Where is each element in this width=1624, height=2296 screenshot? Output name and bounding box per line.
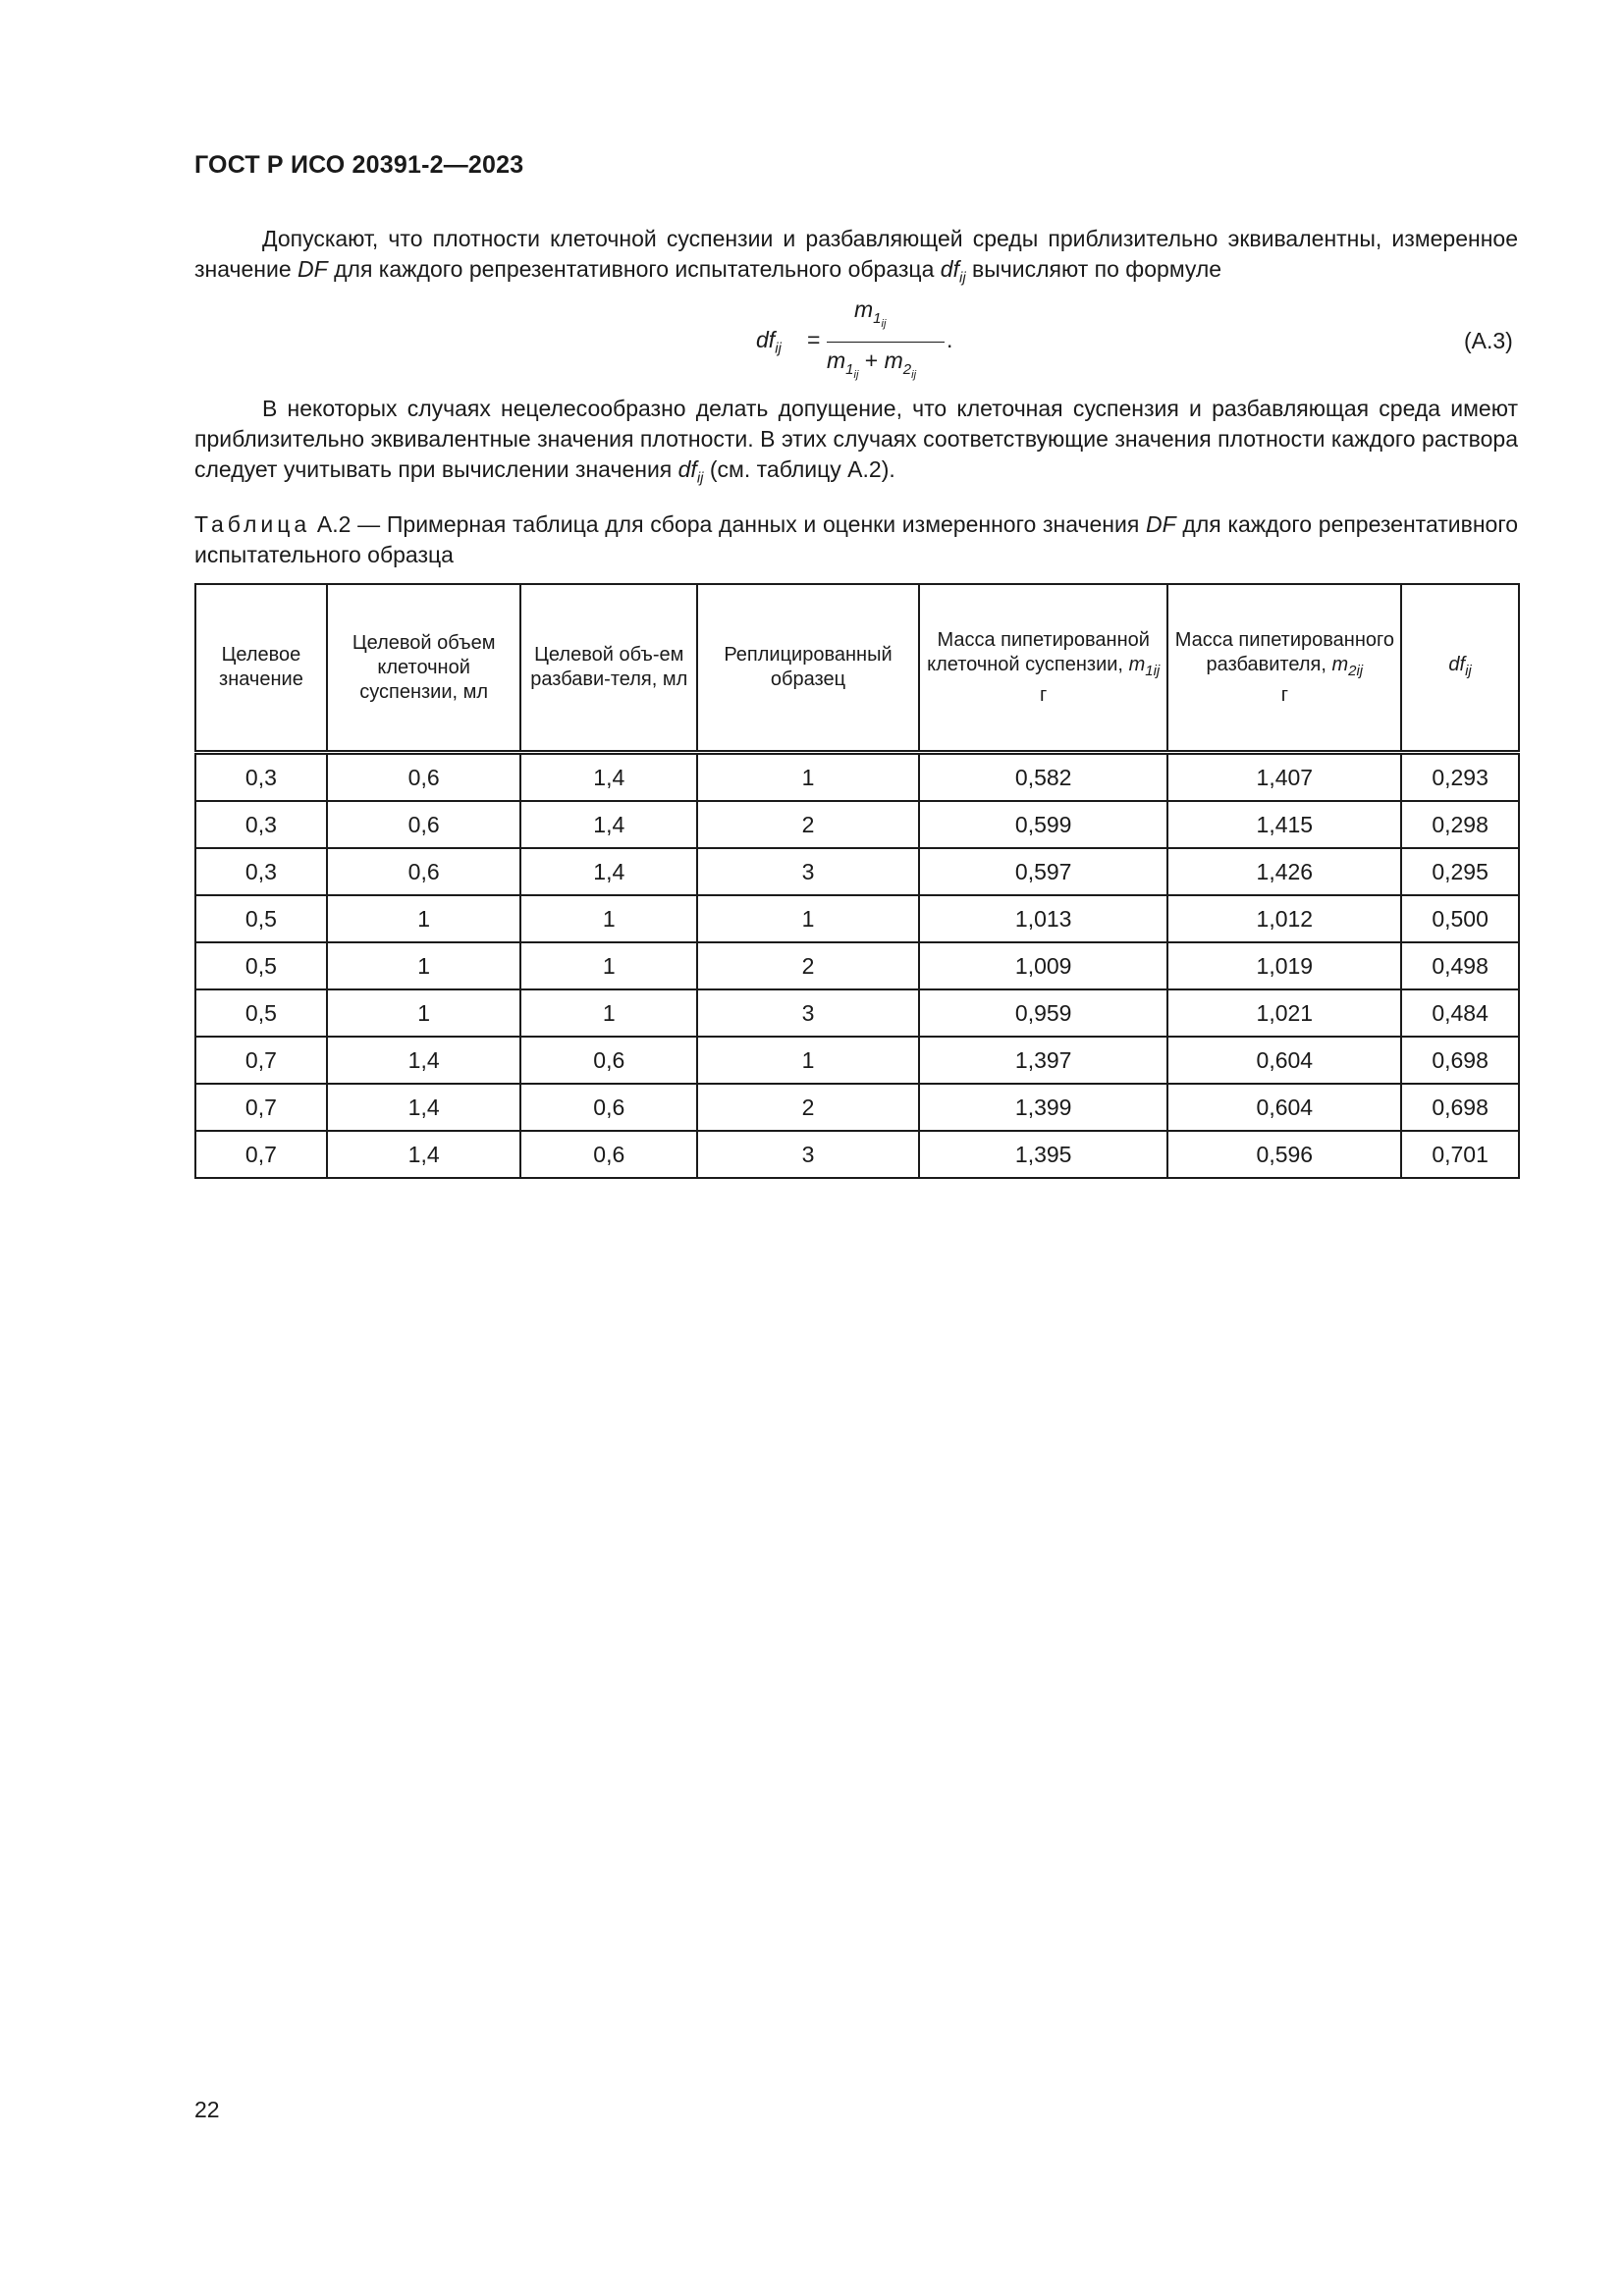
df-ij-symbol: df — [677, 456, 697, 482]
paragraph-text: (см. таблицу А.2). — [703, 456, 895, 482]
cell-diluent-mass: 1,415 — [1167, 801, 1401, 848]
table-label: Таблица — [194, 511, 311, 537]
cell-df: 0,701 — [1401, 1131, 1519, 1178]
cell-diluent-mass: 0,596 — [1167, 1131, 1401, 1178]
cell-df: 0,295 — [1401, 848, 1519, 895]
cell-cell-volume: 1,4 — [327, 1037, 521, 1084]
cell-df: 0,698 — [1401, 1084, 1519, 1131]
header-diluent-mass: Масса пипетированного разбавителя, $m_{2ij}$ г — [1167, 584, 1401, 753]
cell-diluent-volume: 0,6 — [520, 1131, 697, 1178]
formula-number: (А.3) — [1464, 328, 1513, 353]
formula-numerator: $m_{1_{ij}}$ — [854, 296, 887, 330]
df-symbol: DF — [298, 256, 328, 282]
paragraph-text: вычисляют по формуле — [965, 256, 1222, 282]
cell-diluent-volume: 1,4 — [520, 801, 697, 848]
cell-diluent-mass: 0,604 — [1167, 1037, 1401, 1084]
cell-cell-mass: 1,397 — [919, 1037, 1168, 1084]
cell-replicate: 2 — [697, 801, 919, 848]
cell-cell-mass: 1,399 — [919, 1084, 1168, 1131]
table-row — [195, 753, 1519, 802]
cell-replicate: 2 — [697, 1084, 919, 1131]
cell-diluent-volume: 1,4 — [520, 753, 697, 802]
cell-cell-mass: 1,009 — [919, 942, 1168, 989]
cell-cell-mass: 1,395 — [919, 1131, 1168, 1178]
cell-cell-mass: 0,597 — [919, 848, 1168, 895]
page-number: 22 — [194, 2097, 220, 2122]
table-row — [195, 895, 1519, 942]
table-row — [195, 989, 1519, 1037]
cell-df: 0,293 — [1401, 753, 1519, 802]
cell-replicate: 1 — [697, 753, 919, 802]
cell-cell-mass: 0,599 — [919, 801, 1168, 848]
cell-diluent-mass: 1,021 — [1167, 989, 1401, 1037]
cell-cell-mass: 0,582 — [919, 753, 1168, 802]
cell-target-value: 0,5 — [195, 895, 327, 942]
cell-cell-volume: 0,6 — [327, 848, 521, 895]
cell-df: 0,698 — [1401, 1037, 1519, 1084]
df-symbol: DF — [1146, 511, 1176, 537]
cell-replicate: 3 — [697, 848, 919, 895]
cell-diluent-volume: 1 — [520, 989, 697, 1037]
formula-equals: = — [807, 327, 821, 352]
header-replicate: Реплицированный образец — [697, 584, 919, 753]
cell-target-value: 0,5 — [195, 942, 327, 989]
cell-cell-volume: 0,6 — [327, 753, 521, 802]
cell-target-value: 0,7 — [195, 1131, 327, 1178]
df-ij-symbol: df — [940, 256, 959, 282]
cell-replicate: 1 — [697, 1037, 919, 1084]
cell-target-value: 0,5 — [195, 989, 327, 1037]
cell-cell-volume: 1,4 — [327, 1084, 521, 1131]
document-title: ГОСТ Р ИСО 20391-2—2023 — [194, 151, 524, 179]
table-caption: Таблица А.2 — Примерная таблица для сбора данных и оценки измеренного значения DF для каждого репрезентативного испытательного образца — [194, 511, 1518, 567]
cell-diluent-volume: 1 — [520, 895, 697, 942]
data-table — [194, 583, 1520, 1179]
header-diluent-volume: Целевой объ-ем разбави-теля, мл — [520, 584, 697, 753]
table-row — [195, 1037, 1519, 1084]
cell-cell-volume: 1 — [327, 989, 521, 1037]
cell-diluent-volume: 0,6 — [520, 1084, 697, 1131]
cell-df: 0,498 — [1401, 942, 1519, 989]
paragraph-text: Допускают, что плотности клеточной суспензии и разбавляющей среды приблизительно эквивалентны, измеренное значение — [194, 226, 1518, 282]
cell-diluent-volume: 0,6 — [520, 1037, 697, 1084]
cell-target-value: 0,3 — [195, 848, 327, 895]
cell-target-value: 0,3 — [195, 801, 327, 848]
formula-period: . — [947, 327, 953, 352]
cell-diluent-mass: 1,407 — [1167, 753, 1401, 802]
cell-replicate: 1 — [697, 895, 919, 942]
cell-df: 0,500 — [1401, 895, 1519, 942]
cell-df: 0,484 — [1401, 989, 1519, 1037]
cell-diluent-mass: 1,012 — [1167, 895, 1401, 942]
header-target-value: Целевое значение — [195, 584, 327, 753]
paragraph-density-assumption — [194, 224, 1518, 294]
formula-a3 — [756, 294, 952, 383]
paragraph-density-values — [194, 394, 1518, 494]
cell-cell-volume: 1 — [327, 942, 521, 989]
df-ij-subscript: ij — [696, 469, 704, 487]
table-row — [195, 942, 1519, 989]
cell-diluent-mass: 0,604 — [1167, 1084, 1401, 1131]
cell-cell-volume: 1,4 — [327, 1131, 521, 1178]
cell-target-value: 0,7 — [195, 1084, 327, 1131]
cell-diluent-mass: 1,019 — [1167, 942, 1401, 989]
header-cell-volume: Целевой объем клеточной суспензии, мл — [327, 584, 521, 753]
cell-target-value: 0,7 — [195, 1037, 327, 1084]
header-df: $df_{ij}$ — [1401, 584, 1519, 753]
cell-df: 0,298 — [1401, 801, 1519, 848]
cell-replicate: 2 — [697, 942, 919, 989]
cell-replicate: 3 — [697, 989, 919, 1037]
formula-denominator: $m_{1_{ij}} + m_{2_{ij}}$ — [827, 347, 917, 381]
table-row — [195, 1084, 1519, 1131]
table-row — [195, 1131, 1519, 1178]
cell-cell-mass: 1,013 — [919, 895, 1168, 942]
table-row — [195, 848, 1519, 895]
paragraph-text: для каждого репрезентативного испытательного образца — [327, 256, 941, 282]
cell-cell-mass: 0,959 — [919, 989, 1168, 1037]
df-ij-subscript: ij — [958, 269, 966, 287]
paragraph-text: В некоторых случаях нецелесообразно делать допущение, что клеточная суспензия и разбавляющая среда имеют приблизительно эквивалентные значения плотности. В этих случаях соответствующие значения плотности каждого раствора следует учитывать при вычислении значения — [194, 396, 1518, 482]
cell-replicate: 3 — [697, 1131, 919, 1178]
table-row — [195, 801, 1519, 848]
cell-diluent-volume: 1,4 — [520, 848, 697, 895]
cell-cell-volume: 1 — [327, 895, 521, 942]
formula-lhs: $df_{ij}$ — [756, 327, 782, 357]
header-cell-mass: Масса пипетированной клеточной суспензии, $m_{1ij}$ г — [919, 584, 1168, 753]
table-header-row — [195, 584, 1519, 753]
cell-cell-volume: 0,6 — [327, 801, 521, 848]
cell-target-value: 0,3 — [195, 753, 327, 802]
fraction-bar — [827, 342, 945, 343]
cell-diluent-mass: 1,426 — [1167, 848, 1401, 895]
cell-diluent-volume: 1 — [520, 942, 697, 989]
